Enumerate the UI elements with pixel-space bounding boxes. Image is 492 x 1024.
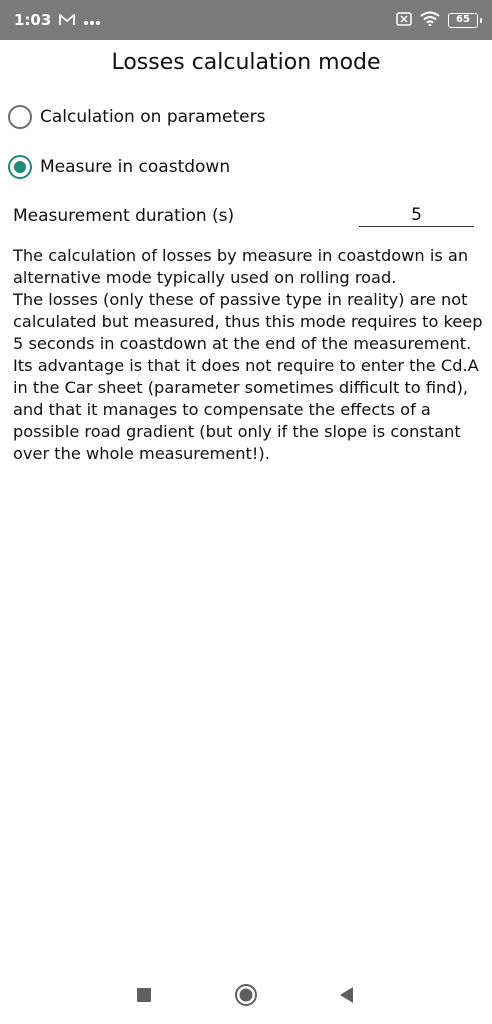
recent-apps-button[interactable] — [124, 975, 164, 1015]
home-button[interactable] — [226, 975, 266, 1015]
description-text — [13, 245, 485, 465]
radio-unchecked-icon — [8, 105, 32, 129]
navigation-bar — [0, 975, 492, 1015]
gmail-icon — [59, 11, 75, 30]
page-title: Losses calculation mode — [111, 50, 381, 75]
square-icon — [136, 987, 152, 1003]
status-time: 1:03 — [14, 11, 52, 29]
no-sim-icon — [396, 11, 412, 30]
home-circle-icon — [234, 983, 258, 1007]
status-bar — [0, 0, 492, 40]
description-paragraph: The losses (only these of passive type in reality) are not calculated but measured, thus this mode requires to keep 5 seconds in coastdown at the end of the measurement. — [13, 290, 483, 353]
radio-option-measure-in-coastdown[interactable] — [8, 150, 230, 184]
back-triangle-icon — [338, 986, 354, 1004]
status-left — [14, 0, 101, 40]
radio-option-calculation-on-parameters[interactable] — [8, 100, 265, 134]
radio-label: Measure in coastdown — [40, 157, 231, 177]
description-paragraph: The calculation of losses by measure in coastdown is an alternative mode typically used on rolling road. — [13, 246, 469, 287]
measurement-duration-input[interactable] — [359, 204, 474, 227]
description-paragraph: Its advantage is that it does not require to enter the Cd.A in the Car sheet (parameter sometimes difficult to find), and that it manages to compensate the effects of a possible road gradient (but only if the slope is constant over the whole measurement!). — [13, 356, 479, 463]
status-right — [396, 0, 478, 40]
back-button[interactable] — [326, 975, 366, 1015]
radio-label: Calculation on parameters — [40, 107, 266, 127]
battery-icon: 65 — [448, 13, 478, 28]
measurement-duration-label: Measurement duration (s) — [13, 206, 235, 226]
more-dots-icon — [83, 11, 101, 30]
radio-checked-icon — [8, 155, 32, 179]
wifi-icon — [420, 11, 440, 30]
